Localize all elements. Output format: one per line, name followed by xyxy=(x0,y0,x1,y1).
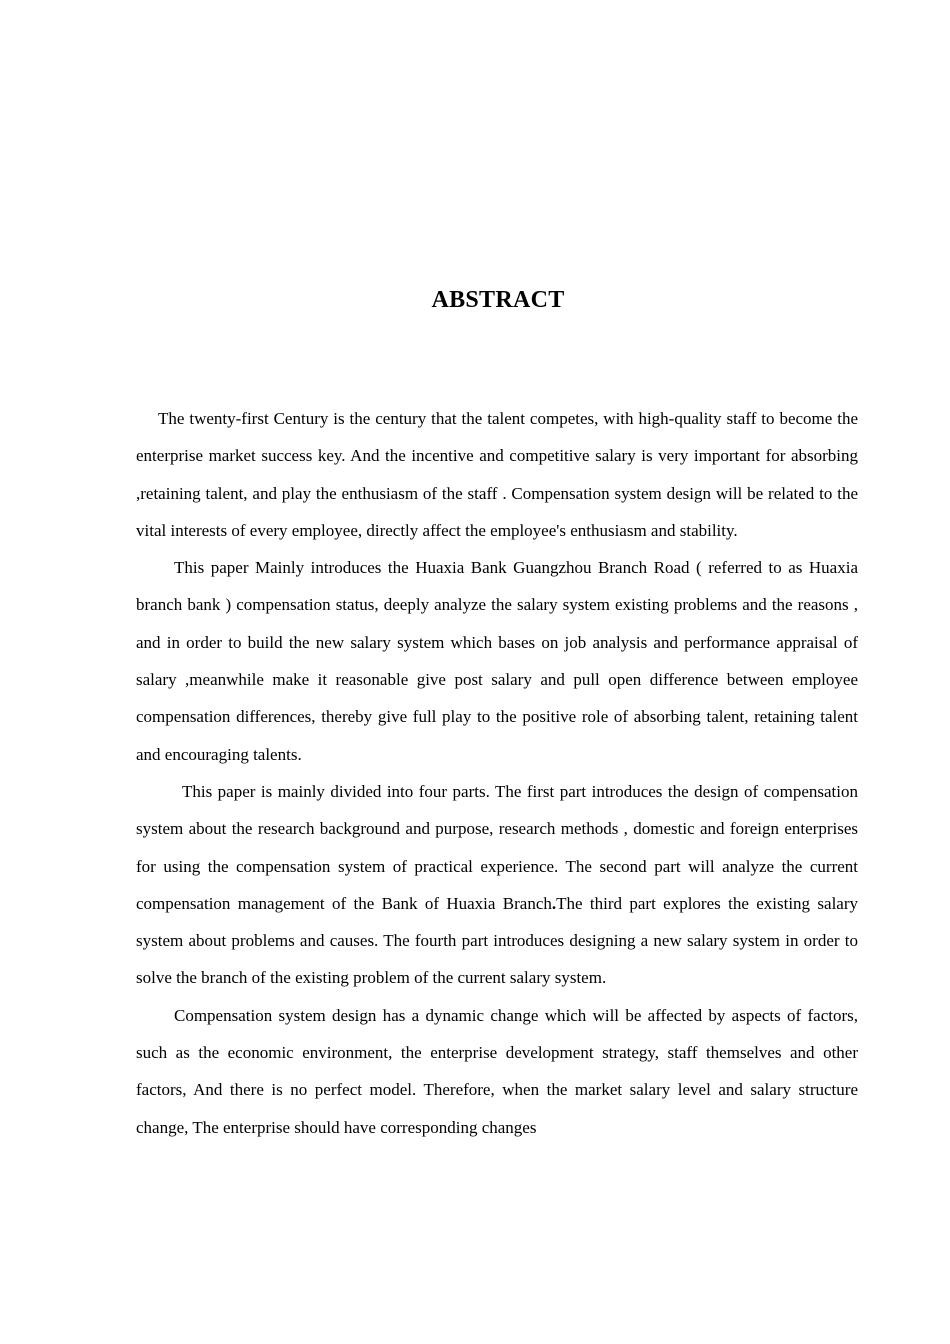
abstract-body xyxy=(136,400,858,1146)
abstract-paragraph-3 xyxy=(136,773,858,997)
abstract-title: ABSTRACT xyxy=(431,287,565,313)
abstract-paragraph-1: The twenty-first Century is the century that the talent competes, with high-quality staff to become the enterprise market success key. And the incentive and competitive salary is very important for absorbing ,retaining talent, and play the enthusiasm of the staff . Compensation system design will be related to the vital interests of every employee, directly affect the employee's enthusiasm and stability. xyxy=(136,409,858,540)
abstract-paragraph-2: This paper Mainly introduces the Huaxia Bank Guangzhou Branch Road ( referred to as Huaxia branch bank ) compensation status, deeply analyze the salary system existing problems and the reasons , and in order to build the new salary system which bases on job analysis and performance appraisal of salary ,meanwhile make it reasonable give post salary and pull open difference between employee compensation differences, thereby give full play to the positive role of absorbing talent, retaining talent and encouraging talents. xyxy=(136,558,858,764)
paragraph-3-part-2: The third part explores the existing salary system about problems and causes. The fourth part introduces designing a new salary system in order to solve the branch of the existing problem of the current salary system. xyxy=(136,893,858,988)
abstract-paragraph-4: Compensation system design has a dynamic change which will be affected by aspects of factors, such as the economic environment, the enterprise development strategy, staff themselves and other factors, And there is no perfect model. Therefore, when the market salary level and salary structure change, The enterprise should have corresponding changes xyxy=(136,1005,858,1137)
paragraph-3-bold-period: . xyxy=(551,893,557,913)
paragraph-3-part-1: This paper is mainly divided into four parts. The first part introduces the design of compensation system about the research background and purpose, research methods , domestic and foreign enterprises for using the compensation system of practical experience. The second part will analyze the current compensation management of the Bank of Huaxia Branch xyxy=(136,781,858,913)
